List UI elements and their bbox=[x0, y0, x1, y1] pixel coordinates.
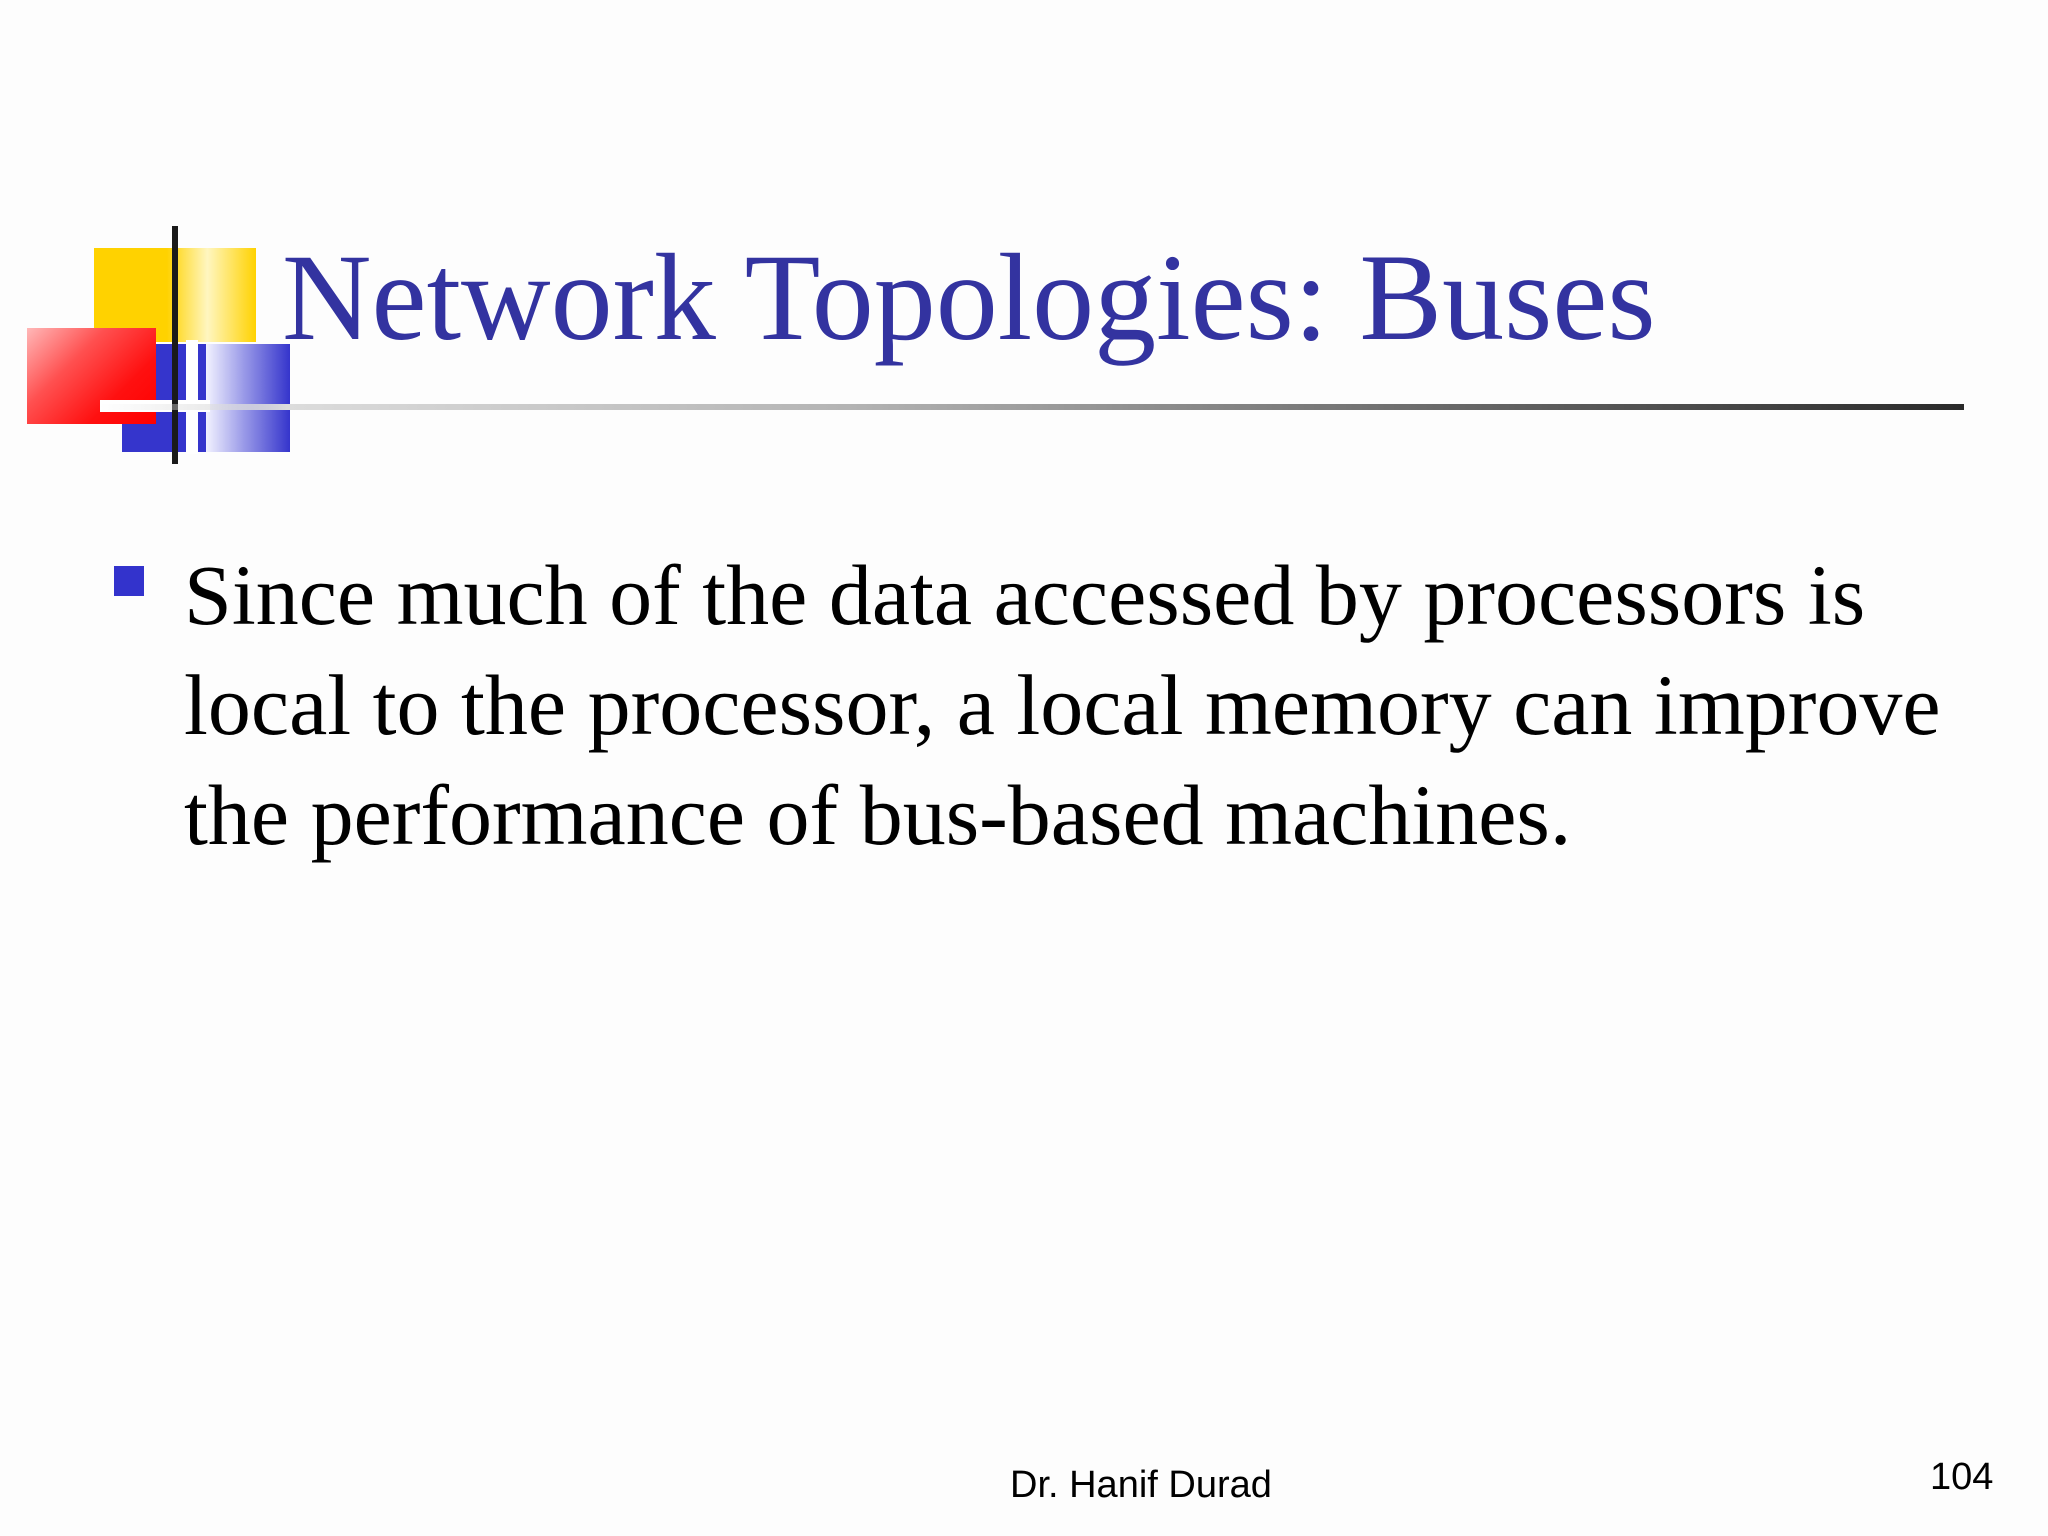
decoration-vertical-line bbox=[172, 226, 178, 464]
footer-author: Dr. Hanif Durad bbox=[1010, 1464, 1272, 1506]
slide-title: Network Topologies: Buses bbox=[282, 229, 1656, 366]
decoration-blue-gradient-block bbox=[206, 344, 290, 452]
decoration-white-vertical-bar bbox=[186, 340, 198, 454]
page-number: 104 bbox=[1930, 1456, 1994, 1498]
bullet-marker-icon bbox=[114, 566, 144, 596]
title-underline bbox=[100, 404, 1964, 410]
bullet-item: Since much of the data accessed by processors is local to the processor, a local memory can improve the performance of bus-based machines. bbox=[184, 547, 1941, 863]
